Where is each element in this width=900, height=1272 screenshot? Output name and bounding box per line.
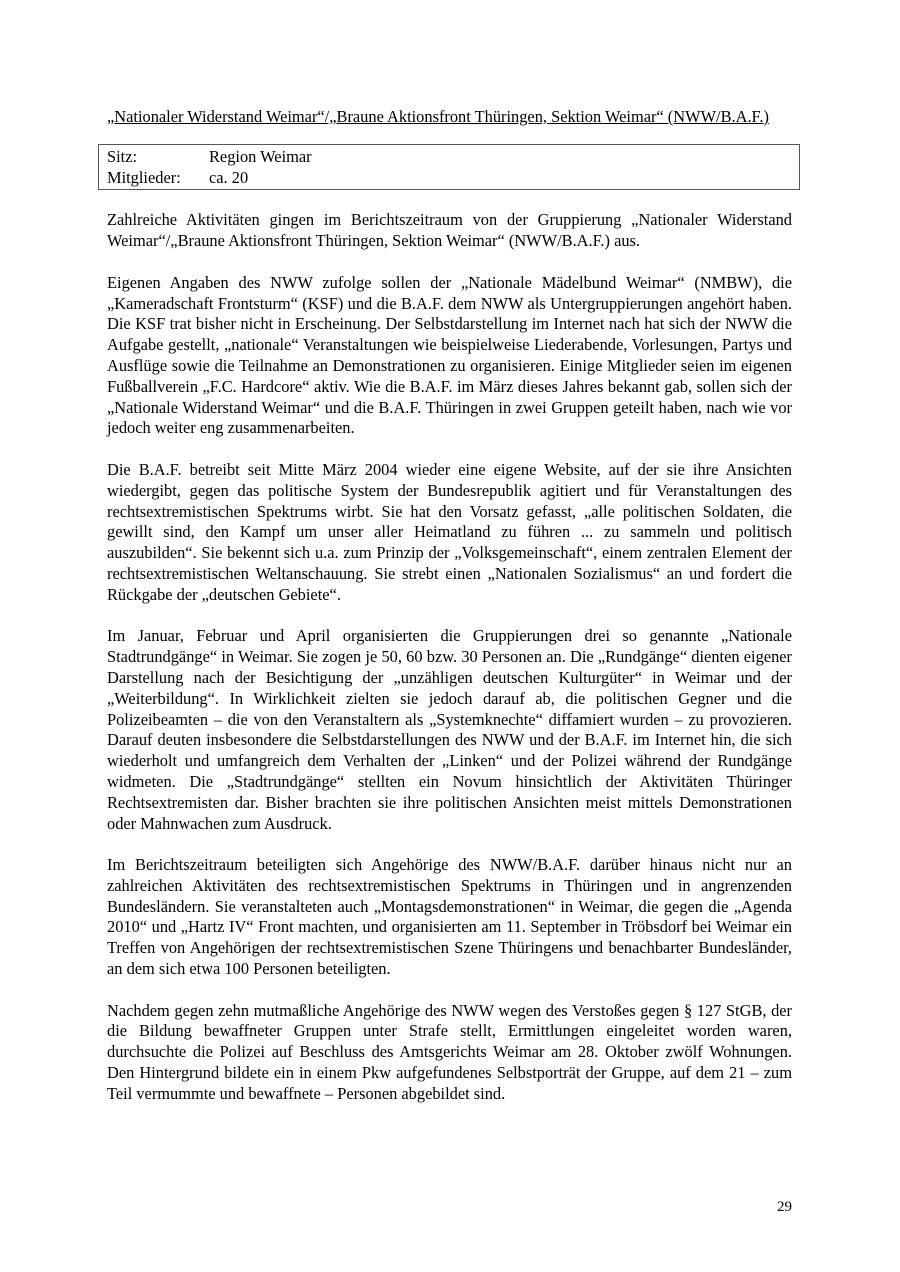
info-value: Region Weimar bbox=[209, 146, 312, 166]
paragraph: Zahlreiche Aktivitäten gingen im Berichtszeitraum von der Gruppierung „Nationaler Widerstand Weimar“/„Braune Aktionsfront Thüringen, Sektion Weimar“ (NWW/B.A.F.) aus. bbox=[107, 210, 792, 251]
section-heading: „Nationaler Widerstand Weimar“/„Braune Aktionsfront Thüringen, Sektion Weimar“ (NWW/B.A.F.) bbox=[107, 107, 769, 126]
paragraph: Im Januar, Februar und April organisierten die Gruppierungen drei so genannte „Nationale Stadtrundgänge“ in Weimar. Sie zogen je 50, 60 bzw. 30 Personen an. Die „Rundgänge“ dienten eigener Darstellung nach der Besichtigung der „unzähligen deutschen Kulturgüter“ in Weimar und der „Weiterbildung“. In Wirklichkeit zielten sie jedoch darauf ab, die politischen Gegner und die Polizeibeamten – die von den Veranstaltern als „Systemknechte“ diffamiert wurden – zu provozieren. Darauf deuten insbesondere die Selbstdarstellungen des NWW und der B.A.F. im Internet hin, die sich wiederholt und umfangreich dem Verhalten der „Linken“ und der Polizei während der Rundgänge widmeten. Die „Stadtrundgänge“ stellten ein Novum hinsichtlich der Aktivitäten Thüringer Rechtsextremisten dar. Bisher brachten sie ihre politischen Ansichten meist mittels Demonstrationen oder Mahnwachen zum Ausdruck. bbox=[107, 626, 792, 833]
info-row-seat bbox=[107, 147, 791, 168]
paragraph: Eigenen Angaben des NWW zufolge sollen der „Nationale Mädelbund Weimar“ (NMBW), die „Kameradschaft Frontsturm“ (KSF) und die B.A.F. dem NWW als Untergruppierungen angehört haben. Die KSF trat bisher nicht in Erscheinung. Der Selbstdarstellung im Internet nach hat sich der NWW die Aufgabe gestellt, „nationale“ Veranstaltungen wie beispielweise Liederabende, Vorlesungen, Partys und Ausflüge sowie die Teilnahme an Demonstrationen zu organisieren. Einige Mitglieder seien im eigenen Fußballverein „F.C. Hardcore“ aktiv. Wie die B.A.F. im März dieses Jahres bekannt gab, sollen sich der „Nationale Widerstand Weimar“ und die B.A.F. Thüringen in zwei Gruppen geteilt haben, nach wie vor jedoch weiter eng zusammenarbeiten. bbox=[107, 272, 792, 438]
info-row-members bbox=[107, 168, 791, 189]
paragraph: Die B.A.F. betreibt seit Mitte März 2004 wieder eine eigene Website, auf der sie ihre Ansichten wiedergibt, gegen das politische System der Bundesrepublik agitiert und für Veranstaltungen des rechtsextremistischen Spektrums wirbt. Sie hat den Vorsatz gefasst, „alle politischen Soldaten, die gewillt sind, den Kampf um unser aller Heimatland zu führen ... zu sammeln und politisch auszubilden“. Sie bekennt sich u.a. zum Prinzip der „Volksgemeinschaft“, einem zentralen Element der rechtsextremistischen Weltanschauung. Sie strebt einen „Nationalen Sozialismus“ an und fordert die Rückgabe der „deutschen Gebiete“. bbox=[107, 459, 792, 604]
info-box bbox=[98, 144, 800, 191]
info-label: Sitz: bbox=[107, 146, 138, 166]
paragraph: Im Berichtszeitraum beteiligten sich Angehörige des NWW/B.A.F. darüber hinaus nicht nur an zahlreichen Aktivitäten des rechtsextremistischen Spektrums in Thüringen und in angrenzenden Bundesländern. Sie veranstalteten auch „Montagsdemonstrationen“ in Weimar, die gegen die „Agenda 2010“ und „Hartz IV“ Front machten, und organisierten am 11. September in Tröbsdorf bei Weimar ein Treffen von Angehörigen der rechtsextremistischen Szene Thüringens und benachbarter Bundesländer, an dem sich etwa 100 Personen beteiligten. bbox=[107, 855, 792, 979]
info-label: Mitglieder: bbox=[107, 167, 181, 187]
document-page bbox=[107, 107, 792, 1125]
info-value: ca. 20 bbox=[209, 167, 249, 187]
page-number: 29 bbox=[777, 1199, 792, 1215]
paragraph: Nachdem gegen zehn mutmaßliche Angehörige des NWW wegen des Verstoßes gegen § 127 StGB, der die Bildung bewaffneter Gruppen unter Strafe stellt, Ermittlungen eingeleitet worden waren, durchsuchte die Polizei auf Beschluss des Amtsgerichts Weimar am 28. Oktober zwölf Wohnungen. Den Hintergrund bildete ein in einem Pkw aufgefundenes Selbstporträt der Gruppe, auf dem 21 – zum Teil vermummte und bewaffnete – Personen abgebildet sind. bbox=[107, 1000, 792, 1103]
